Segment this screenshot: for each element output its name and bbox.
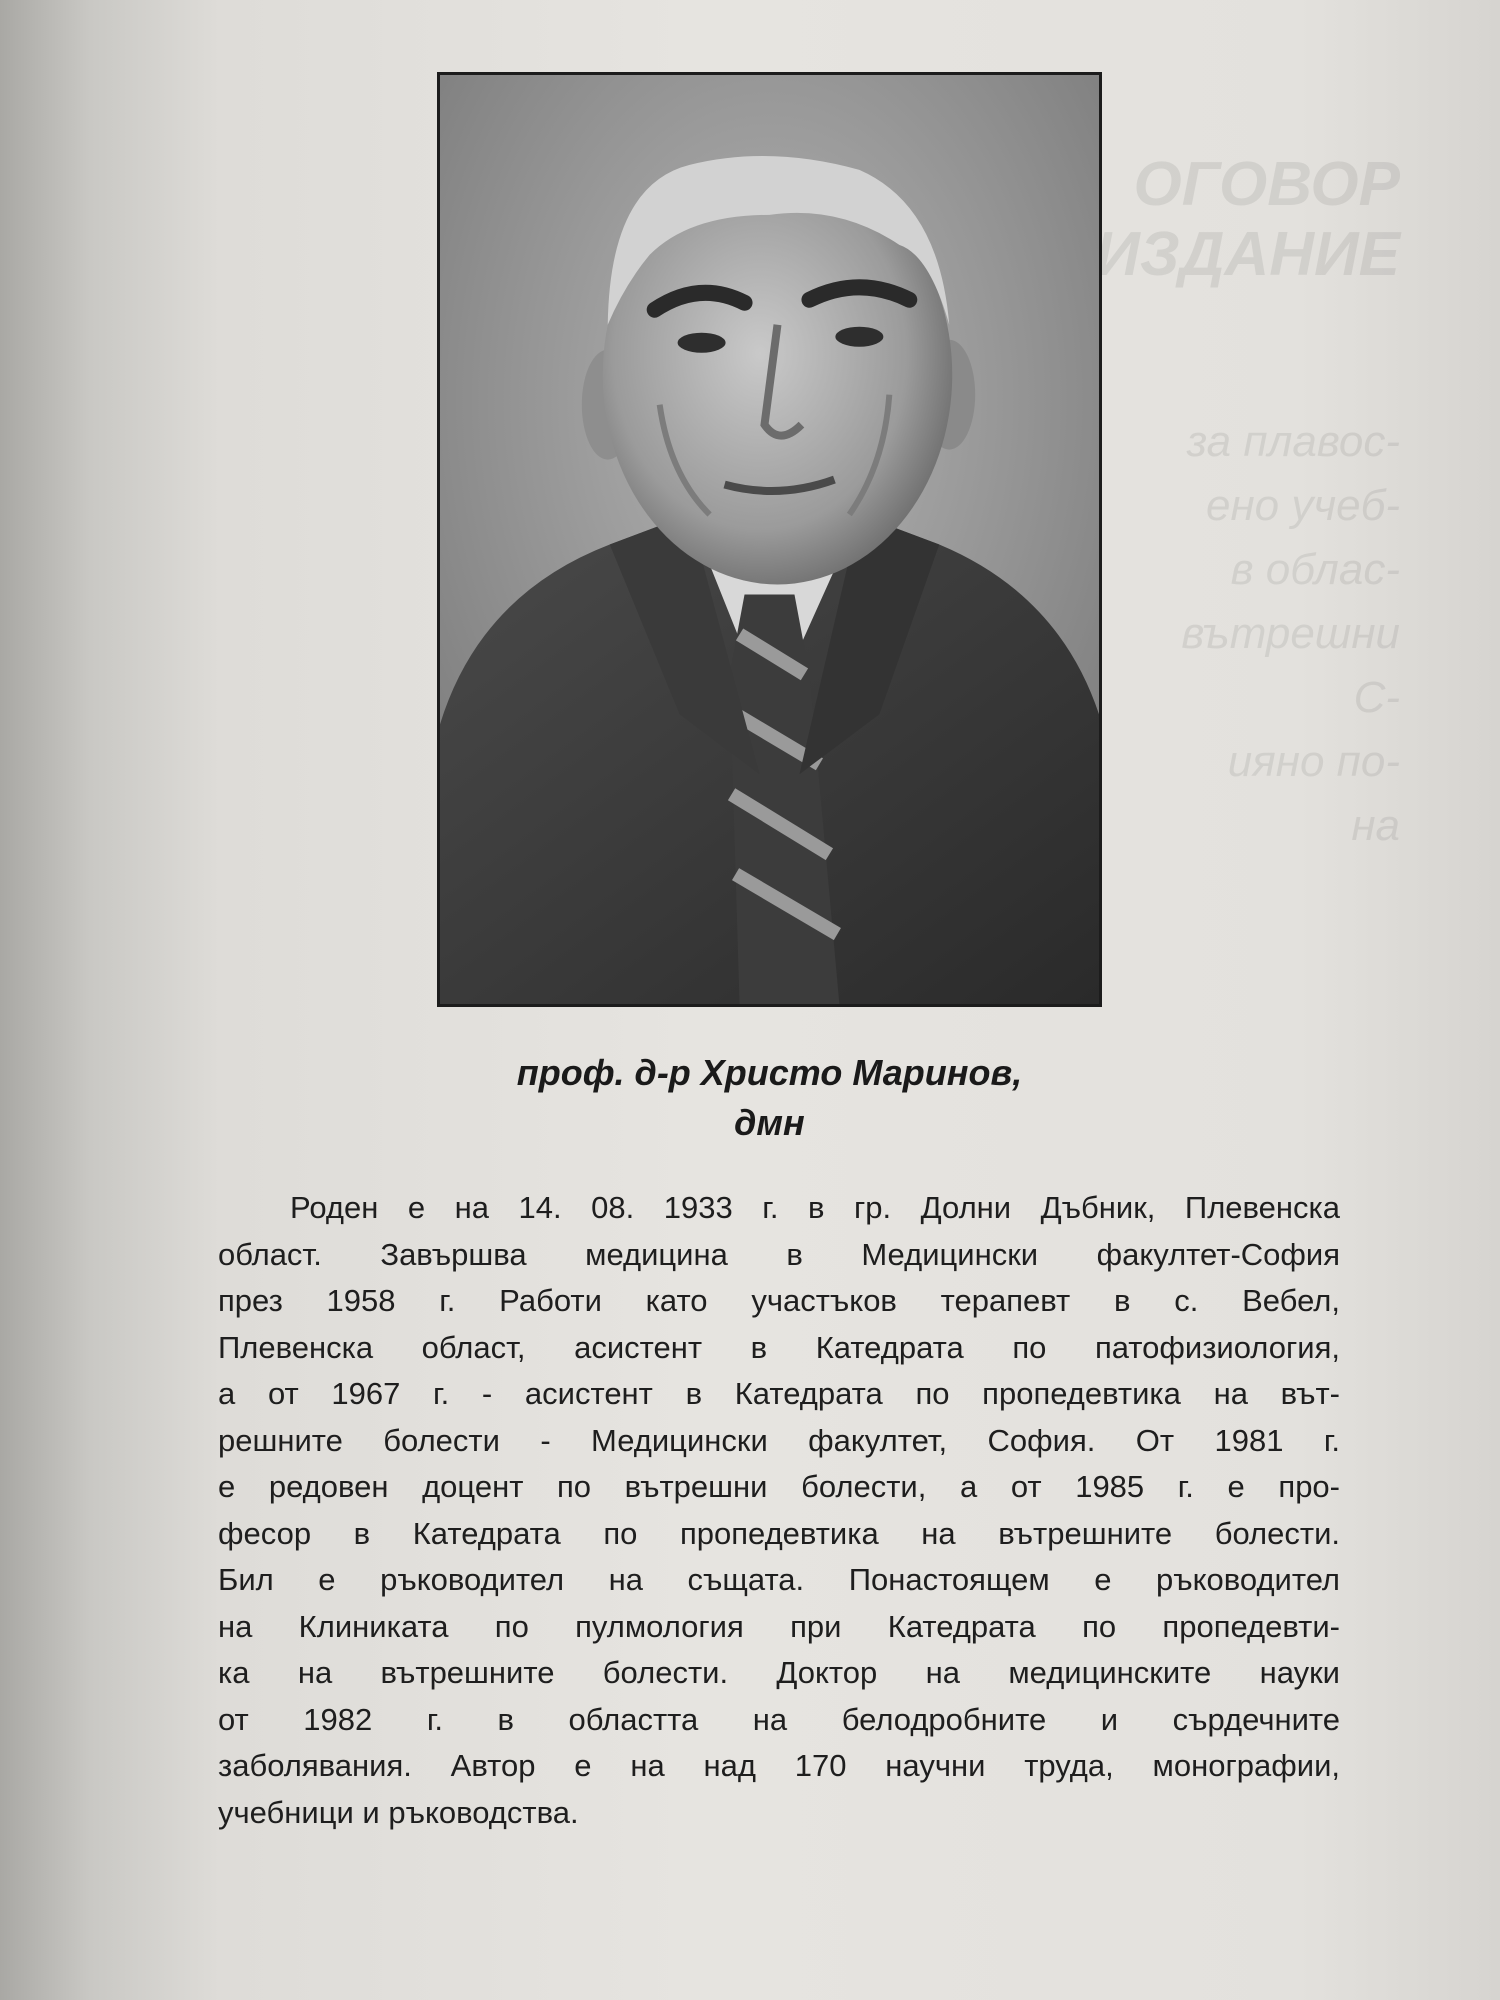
bleed-line: вътрешни	[1181, 609, 1400, 658]
caption-name: проф. д-р Христо Маринов,	[516, 1052, 1023, 1093]
bio-line: Плевенска област, асистент в Катедрата по патофизиология,	[218, 1329, 1340, 1365]
bleed-line: ено учеб-	[1205, 481, 1400, 530]
biography-paragraph	[218, 1185, 1340, 1836]
portrait-caption	[437, 1048, 1102, 1148]
bio-line: решните болести - Медицински факултет, София. От 1981 г.	[218, 1422, 1340, 1458]
caption-degree: дмн	[734, 1102, 805, 1143]
bleed-line: ияно по-	[1227, 737, 1400, 786]
bleed-heading-2: ИЗДАНИЕ	[1095, 220, 1400, 289]
bleed-line: С-	[1353, 673, 1400, 722]
bio-line: Бил е ръководител на същата. Понастоящем е ръководител	[218, 1562, 1340, 1597]
bio-line: област. Завършва медицина в Медицински факултет-София	[218, 1236, 1340, 1272]
bleed-line: на	[1351, 801, 1400, 850]
bio-line: през 1958 г. Работи като участъков терапевт в с. Вебел,	[218, 1283, 1340, 1318]
bio-line: на Клиниката по пулмология при Катедрата по пропедевти-	[218, 1608, 1340, 1644]
portrait-illustration	[440, 75, 1099, 1004]
bio-line: учебници и ръководства.	[218, 1794, 579, 1830]
portrait-photo	[437, 72, 1102, 1007]
bio-line: а от 1967 г. - асистент в Катедрата по пропедевтика на вът-	[218, 1376, 1340, 1411]
bio-line: фесор в Катедрата по пропедевтика на вътрешните болести.	[218, 1515, 1340, 1551]
bio-line: Роден е на 14. 08. 1933 г. в гр. Долни Дъбник, Плевенска	[290, 1190, 1340, 1225]
bio-line: е редовен доцент по вътрешни болести, а от 1985 г. е про-	[218, 1469, 1340, 1504]
bio-line: ка на вътрешните болести. Доктор на медицинските науки	[218, 1655, 1340, 1690]
bleed-line: в облас-	[1230, 545, 1400, 594]
bleed-heading-1: ОГОВОР	[1133, 150, 1400, 219]
bleed-line: за плавос-	[1186, 417, 1400, 466]
bio-line: от 1982 г. в областта на белодробните и сърдечните	[218, 1701, 1340, 1737]
bio-line: заболявания. Автор е на над 170 научни труда, монографии,	[218, 1748, 1340, 1783]
